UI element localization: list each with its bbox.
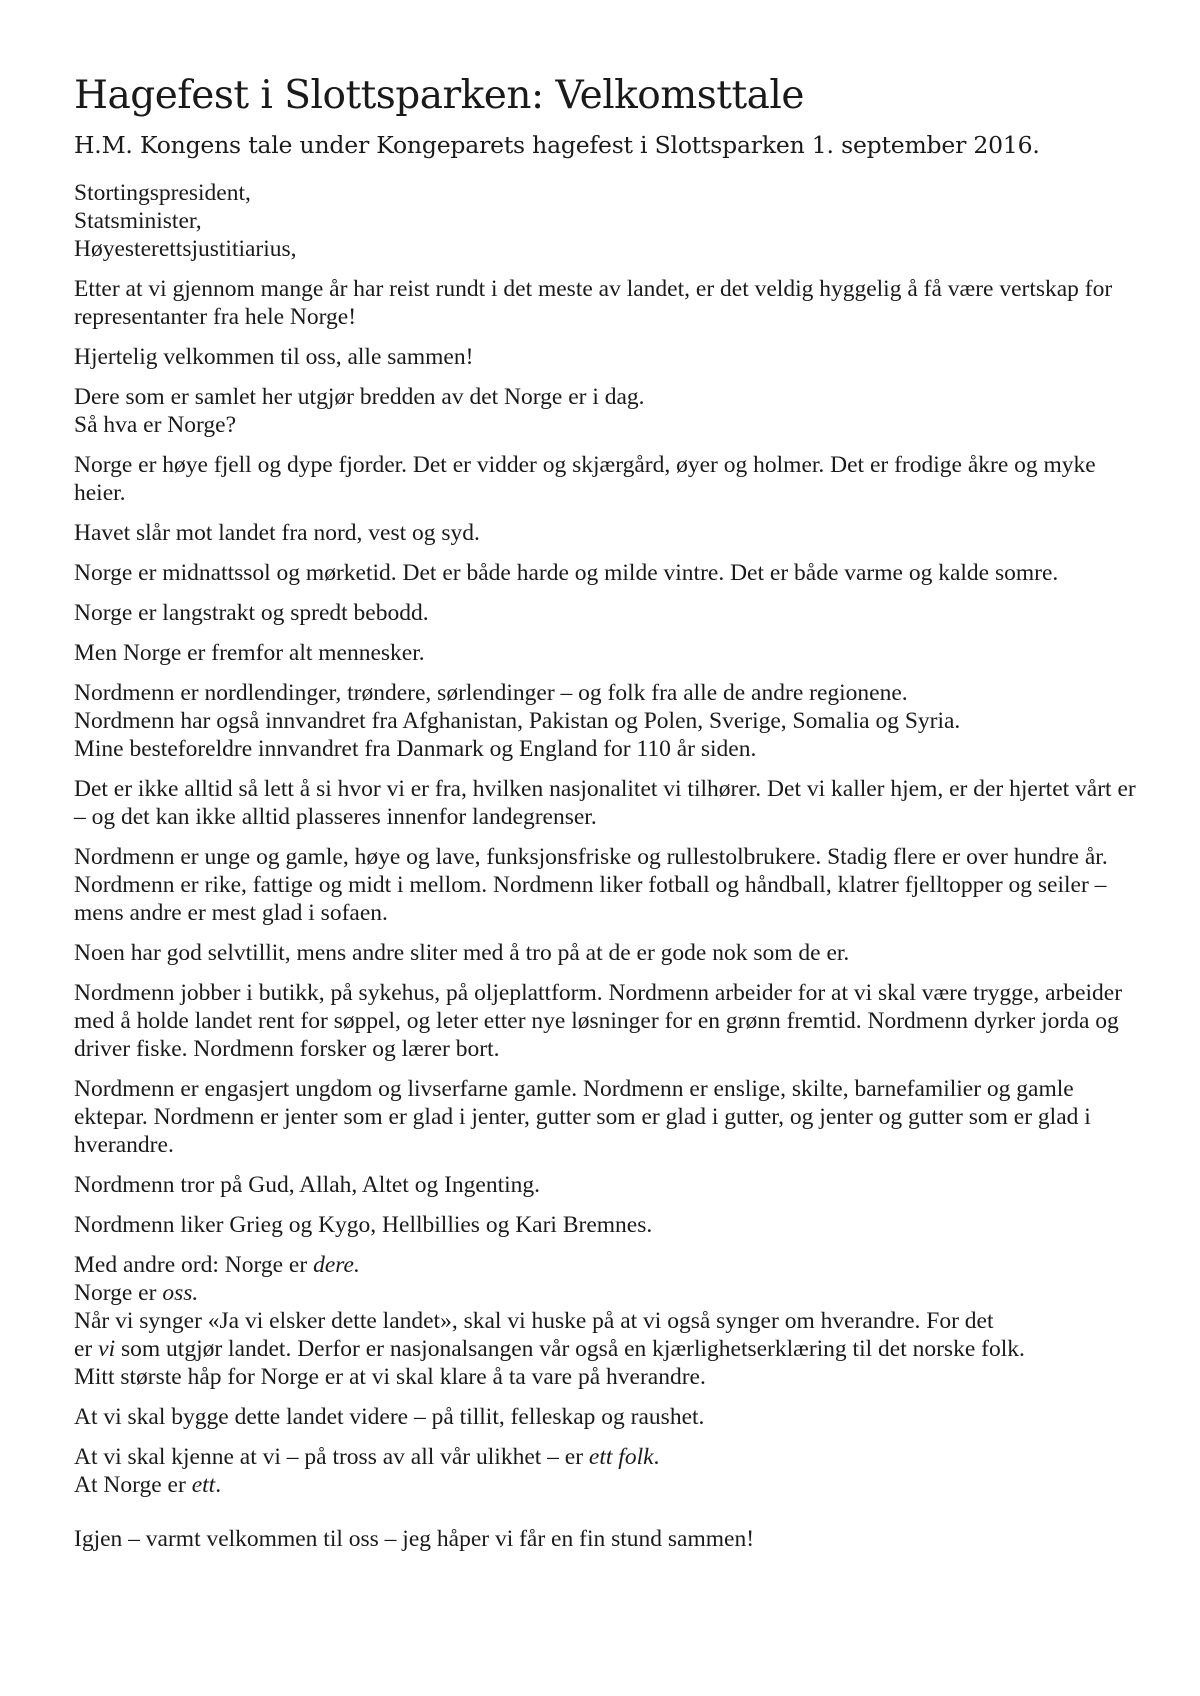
text-run: . [215,1472,222,1498]
paragraph-line [74,1471,1142,1499]
salutation-line: Høyesterettsjustitiarius, [74,236,297,262]
paragraph-line [74,1279,1142,1307]
paragraph-line: Så hva er Norge? [74,412,237,438]
text-run: er [74,1336,99,1362]
paragraph-line: Mine besteforeldre innvandret fra Danmark og England for 110 år siden. [74,736,757,762]
paragraph [74,1251,1142,1391]
paragraph-line: Når vi synger «Ja vi elsker dette landet», skal vi huske på at vi også synger om hverandre. For det [74,1308,994,1334]
paragraph [74,383,1142,439]
paragraph: Norge er langstrakt og spredt bebodd. [74,600,429,626]
paragraph: Nordmenn er engasjert ungdom og livserfarne gamle. Nordmenn er enslige, skilte, barnefamilier og gamle ektepar. Nordmenn er jenter som er glad i jenter, gutter som er glad i gutter, og jenter og gutter som er glad i hverandre. [74,1076,1091,1158]
paragraph: Noen har god selvtillit, mens andre sliter med å tro på at de er gode nok som de er. [74,940,850,966]
paragraph: Men Norge er fremfor alt mennesker. [74,640,425,666]
salutation [74,179,1142,263]
paragraph-line: Nordmenn har også innvandret fra Afghanistan, Pakistan og Polen, Sverige, Somalia og Syria. [74,708,961,734]
paragraph: Nordmenn jobber i butikk, på sykehus, på oljeplattform. Nordmenn arbeider for at vi skal være trygge, arbeider med å holde landet rent for søppel, og leter etter nye løsninger for en grønn fremtid. Nordmenn dyrker jorda og driver fiske. Nordmenn forsker og lærer bort. [74,980,1123,1062]
paragraph-line: Dere som er samlet her utgjør bredden av det Norge er i dag. [74,384,645,410]
paragraph: Havet slår mot landet fra nord, vest og syd. [74,520,480,546]
paragraph: Norge er midnattssol og mørketid. Det er både harde og milde vintre. Det er både varme og kalde somre. [74,560,1059,586]
paragraph: Nordmenn liker Grieg og Kygo, Hellbillies og Kari Bremnes. [74,1212,653,1238]
emphasis: ett folk [588,1444,654,1470]
emphasis: oss. [162,1280,199,1306]
paragraph-line [74,1251,1142,1279]
paragraph-line: Nordmenn er nordlendinger, trøndere, sørlendinger – og folk fra alle de andre regionene. [74,680,908,706]
paragraph: Nordmenn er unge og gamle, høye og lave, funksjonsfriske og rullestolbrukere. Stadig flere er over hundre år. Nordmenn er rike, fattige og midt i mellom. Nordmenn liker fotball og håndball, klatrer fjelltopper og seiler – mens andre er mest glad i sofaen. [74,844,1108,926]
speech-body [74,179,1142,1553]
emphasis: dere. [313,1252,360,1278]
text-run: Norge er [74,1280,163,1306]
paragraph: At vi skal bygge dette landet videre – på tillit, felleskap og raushet. [74,1404,705,1430]
text-run: At vi skal kjenne at vi – på tross av all vår ulikhet – er [74,1444,589,1470]
paragraph-line [74,1335,1142,1363]
paragraph [74,1443,1142,1499]
paragraph: Hjertelig velkommen til oss, alle sammen! [74,344,474,370]
paragraph: Nordmenn tror på Gud, Allah, Altet og Ingenting. [74,1172,541,1198]
paragraph-line: Mitt største håp for Norge er at vi skal klare å ta vare på hverandre. [74,1364,706,1390]
text-run: som utgjør landet. Derfor er nasjonalsangen vår også en kjærlighetserklæring til det norske folk. [115,1336,1025,1362]
emphasis: vi [98,1336,116,1362]
closing-paragraph: Igjen – varmt velkommen til oss – jeg håper vi får en fin stund sammen! [74,1526,755,1552]
text-run: At Norge er [74,1472,192,1498]
document-page [74,66,1142,1565]
salutation-line: Statsminister, [74,208,202,234]
page-subtitle: H.M. Kongens tale under Kongeparets hagefest i Slottsparken 1. september 2016. [74,131,1040,159]
paragraph-line [74,1443,1142,1471]
paragraph: Det er ikke alltid så lett å si hvor vi er fra, hvilken nasjonalitet vi tilhører. Det vi kaller hjem, er der hjertet vårt er – og det kan ikke alltid plasseres innenfor landegrenser. [74,776,1136,830]
salutation-line: Stortingspresident, [74,180,251,206]
paragraph: Norge er høye fjell og dype fjorder. Det er vidder og skjærgård, øyer og holmer. Det er frodige åkre og myke heier. [74,452,1096,506]
paragraph: Etter at vi gjennom mange år har reist rundt i det meste av landet, er det veldig hyggelig å få være vertskap for representanter fra hele Norge! [74,276,1113,330]
emphasis: ett [191,1472,216,1498]
page-title: Hagefest i Slottsparken: Velkomsttale [74,73,804,118]
paragraph [74,679,1142,763]
text-run: . [653,1444,660,1470]
text-run: Med andre ord: Norge er [74,1252,314,1278]
